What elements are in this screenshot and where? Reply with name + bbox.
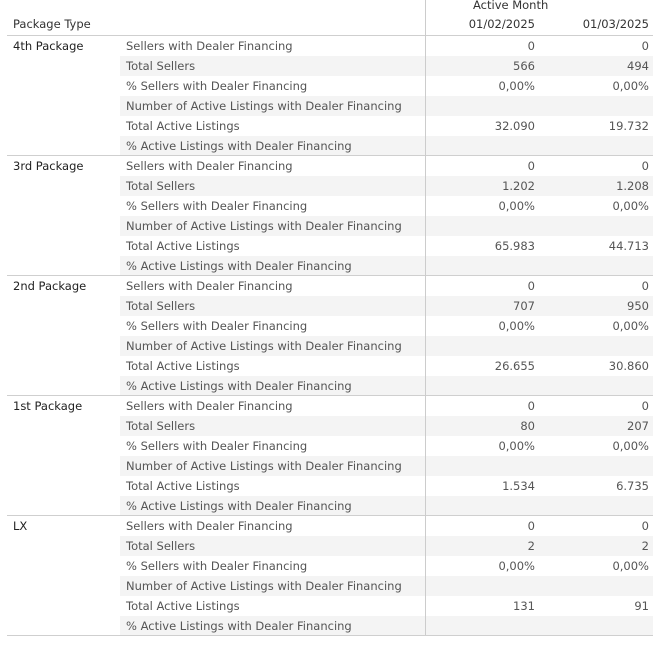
column-header-1[interactable]: 01/02/2025 [468, 17, 535, 31]
measure-name[interactable]: Sellers with Dealer Financing [126, 279, 293, 293]
measure-name[interactable]: Number of Active Listings with Dealer Financing [126, 579, 402, 593]
value-cell[interactable]: 0 [527, 279, 535, 293]
measure-name[interactable]: Sellers with Dealer Financing [126, 519, 293, 533]
value-cell[interactable]: 30.860 [608, 359, 649, 373]
table-row [120, 156, 653, 176]
measure-name[interactable]: Total Active Listings [126, 479, 240, 493]
table-row [120, 376, 653, 396]
value-cell[interactable]: 26.655 [494, 359, 535, 373]
value-cell[interactable]: 0 [527, 39, 535, 53]
table-row [120, 216, 653, 236]
value-cell[interactable]: 1.534 [502, 479, 535, 493]
measure-name[interactable]: Total Sellers [126, 299, 196, 313]
value-cell[interactable]: 0,00% [612, 319, 649, 333]
measure-name[interactable]: % Sellers with Dealer Financing [126, 559, 308, 573]
row-header-package-type[interactable]: Package Type [13, 17, 91, 31]
table-row [120, 396, 653, 416]
package-type-label[interactable]: 1st Package [13, 399, 83, 413]
package-type-label[interactable]: 4th Package [13, 39, 84, 53]
measure-name[interactable]: % Active Listings with Dealer Financing [126, 379, 352, 393]
package-type-label[interactable]: 3rd Package [13, 159, 84, 173]
value-cell[interactable]: 566 [513, 59, 535, 73]
value-cell[interactable]: 0,00% [498, 559, 535, 573]
measure-name[interactable]: Total Active Listings [126, 239, 240, 253]
table-row [120, 496, 653, 516]
value-cell[interactable]: 0,00% [498, 199, 535, 213]
table-row [120, 356, 653, 376]
measure-name[interactable]: % Active Listings with Dealer Financing [126, 619, 352, 633]
value-cell[interactable]: 131 [513, 599, 535, 613]
measure-name[interactable]: Number of Active Listings with Dealer Financing [126, 459, 402, 473]
measure-name[interactable]: Total Active Listings [126, 119, 240, 133]
measure-name[interactable]: % Active Listings with Dealer Financing [126, 259, 352, 273]
value-cell[interactable]: 80 [520, 419, 535, 433]
value-cell[interactable]: 0,00% [612, 559, 649, 573]
table-row [120, 536, 653, 556]
value-cell[interactable]: 1.202 [502, 179, 535, 193]
table-row [120, 176, 653, 196]
value-cell[interactable]: 32.090 [494, 119, 535, 133]
value-cell[interactable]: 494 [627, 59, 649, 73]
column-header-2[interactable]: 01/03/2025 [582, 17, 649, 31]
table-row [120, 196, 653, 216]
table-row [120, 136, 653, 156]
table-row [120, 276, 653, 296]
measure-name[interactable]: % Sellers with Dealer Financing [126, 199, 308, 213]
value-cell[interactable]: 0,00% [498, 79, 535, 93]
table-row [120, 56, 653, 76]
table-row [120, 416, 653, 436]
value-cell[interactable]: 44.713 [608, 239, 649, 253]
table-row [120, 256, 653, 276]
table-row [120, 96, 653, 116]
value-cell[interactable]: 0 [641, 159, 649, 173]
value-cell[interactable]: 0 [641, 399, 649, 413]
value-cell[interactable]: 65.983 [494, 239, 535, 253]
measure-name[interactable]: Sellers with Dealer Financing [126, 399, 293, 413]
measure-name[interactable]: Number of Active Listings with Dealer Financing [126, 219, 402, 233]
table-row [120, 316, 653, 336]
measure-name[interactable]: Total Sellers [126, 59, 196, 73]
table-row [120, 516, 653, 536]
measure-name[interactable]: % Sellers with Dealer Financing [126, 439, 308, 453]
table-row [120, 116, 653, 136]
value-cell[interactable]: 0,00% [612, 79, 649, 93]
measure-name[interactable]: Total Active Listings [126, 599, 240, 613]
value-cell[interactable]: 0,00% [498, 439, 535, 453]
value-cell[interactable]: 91 [634, 599, 649, 613]
table-row [120, 236, 653, 256]
group-divider [7, 635, 653, 636]
value-cell[interactable]: 207 [627, 419, 649, 433]
measure-name[interactable]: Sellers with Dealer Financing [126, 39, 293, 53]
measure-name[interactable]: Total Active Listings [126, 359, 240, 373]
value-cell[interactable]: 0 [641, 279, 649, 293]
measure-name[interactable]: % Sellers with Dealer Financing [126, 319, 308, 333]
table-row [120, 36, 653, 56]
table-row [120, 616, 653, 636]
measure-name[interactable]: Total Sellers [126, 179, 196, 193]
table-row [120, 576, 653, 596]
column-divider [425, 0, 426, 635]
table-row [120, 476, 653, 496]
value-cell[interactable]: 0 [527, 519, 535, 533]
value-cell[interactable]: 2 [641, 539, 649, 553]
table-row [120, 336, 653, 356]
measure-name[interactable]: % Active Listings with Dealer Financing [126, 139, 352, 153]
value-cell[interactable]: 0 [527, 159, 535, 173]
table-row [120, 436, 653, 456]
value-cell[interactable]: 0 [641, 39, 649, 53]
value-cell[interactable]: 6.735 [616, 479, 649, 493]
measure-name[interactable]: Sellers with Dealer Financing [126, 159, 293, 173]
measure-name[interactable]: Total Sellers [126, 419, 196, 433]
value-cell[interactable]: 950 [627, 299, 649, 313]
measure-name[interactable]: % Active Listings with Dealer Financing [126, 499, 352, 513]
table-row [120, 76, 653, 96]
measure-name[interactable]: Number of Active Listings with Dealer Financing [126, 339, 402, 353]
package-type-label[interactable]: 2nd Package [13, 279, 87, 293]
table-row [120, 556, 653, 576]
value-cell[interactable]: 0,00% [612, 439, 649, 453]
measure-name[interactable]: Total Sellers [126, 539, 196, 553]
value-cell[interactable]: 19.732 [608, 119, 649, 133]
value-cell[interactable]: 707 [513, 299, 535, 313]
value-cell[interactable]: 1.208 [616, 179, 649, 193]
column-group-header[interactable]: Active Month [473, 0, 549, 12]
measure-name[interactable]: Number of Active Listings with Dealer Financing [126, 99, 402, 113]
measure-name[interactable]: % Sellers with Dealer Financing [126, 79, 308, 93]
table-row [120, 596, 653, 616]
value-cell[interactable]: 0,00% [498, 319, 535, 333]
package-type-label[interactable]: LX [13, 519, 28, 533]
value-cell[interactable]: 0 [527, 399, 535, 413]
value-cell[interactable]: 2 [527, 539, 535, 553]
table-row [120, 296, 653, 316]
value-cell[interactable]: 0 [641, 519, 649, 533]
table-row [120, 456, 653, 476]
value-cell[interactable]: 0,00% [612, 199, 649, 213]
